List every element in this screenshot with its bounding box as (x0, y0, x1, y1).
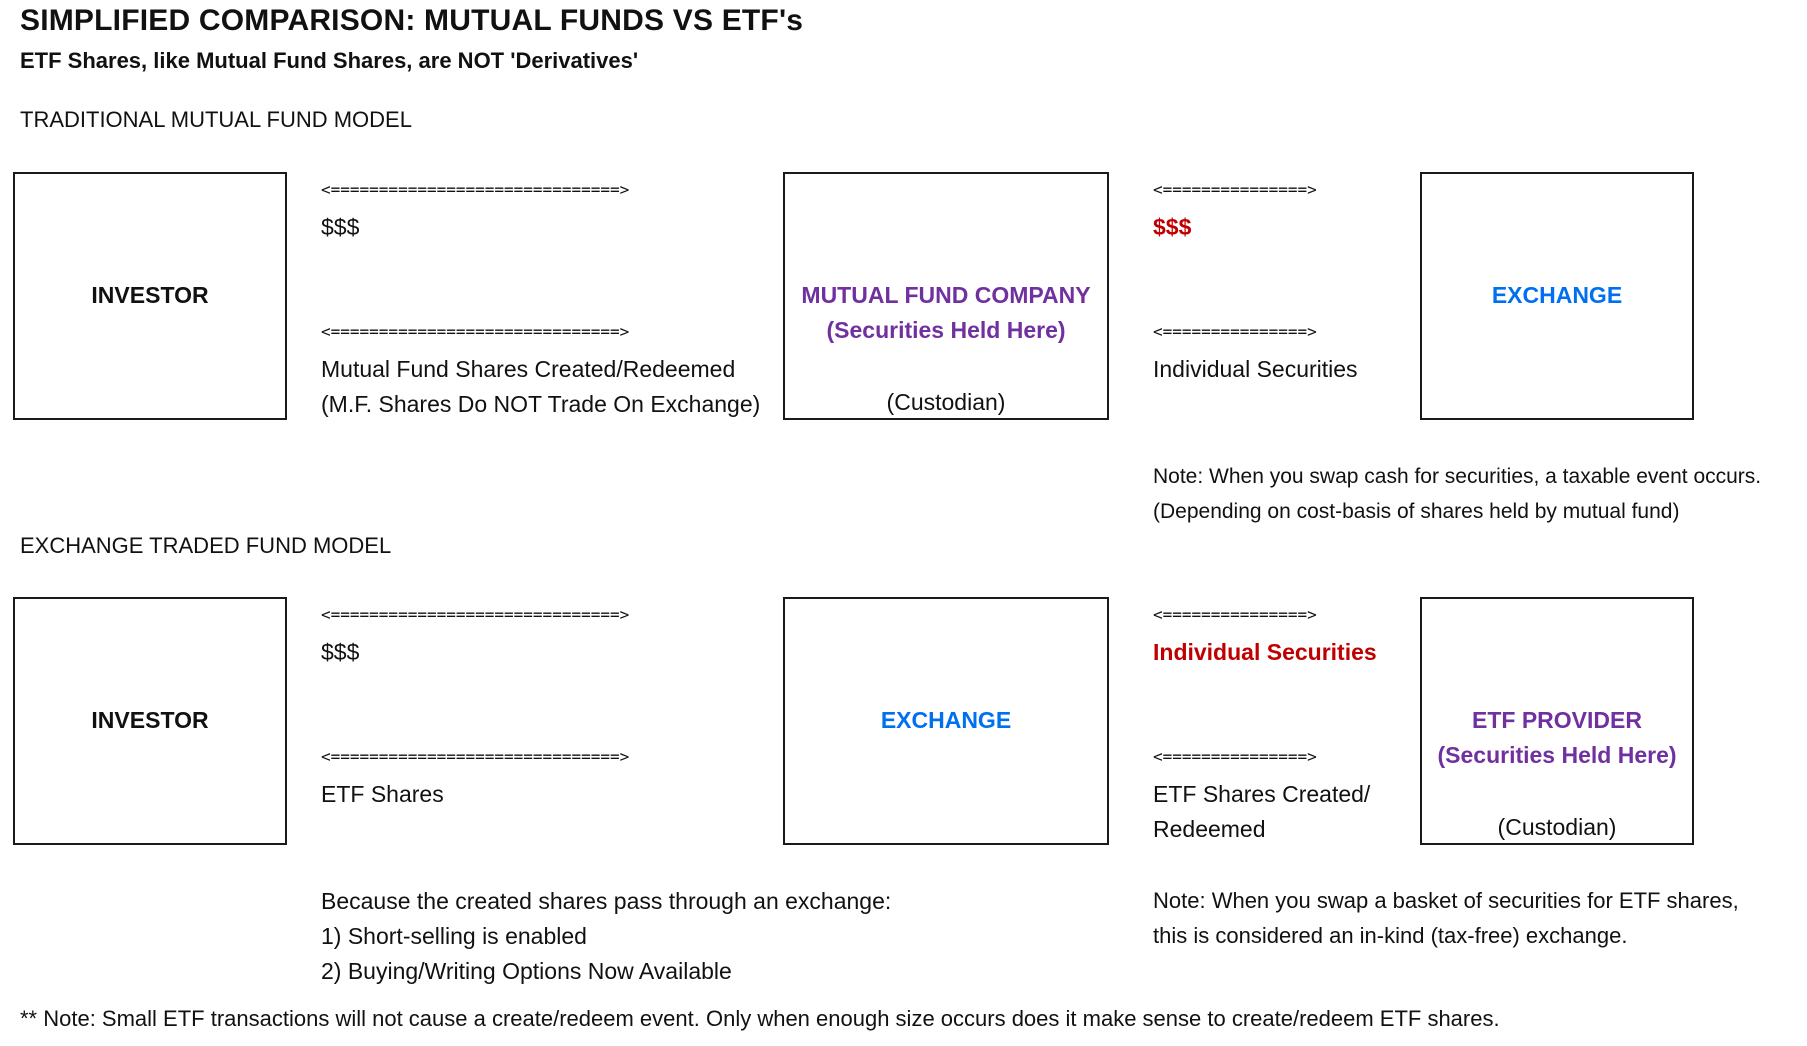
mf-right-bottom-label: Individual Securities (1153, 356, 1358, 382)
mf-investor-box (13, 172, 287, 420)
mf-company-securities-label: (Securities Held Here) (826, 317, 1066, 343)
etf-left-top-arrow: <==============================> (321, 605, 630, 624)
mutual-fund-model-heading: TRADITIONAL MUTUAL FUND MODEL (20, 107, 412, 132)
mf-left-bottom-label-2: (M.F. Shares Do NOT Trade On Exchange) (321, 391, 761, 417)
etf-tax-note-line-2: this is considered an in-kind (tax-free) exchange. (1153, 923, 1628, 948)
etf-left-top-label: $$$ (321, 639, 360, 665)
etf-provider-securities-label: (Securities Held Here) (1437, 742, 1677, 768)
mf-exchange-label: EXCHANGE (1491, 282, 1623, 308)
mf-right-bottom-arrow: <===============> (1153, 322, 1317, 341)
etf-investor-label: INVESTOR (91, 707, 209, 733)
etf-because-line-2: 1) Short-selling is enabled (321, 923, 587, 949)
mf-tax-note-line-2: (Depending on cost-basis of shares held by mutual fund) (1153, 500, 1680, 523)
etf-tax-note-line-1: Note: When you swap a basket of securities for ETF shares, (1153, 888, 1739, 913)
etf-left-bottom-label: ETF Shares (321, 781, 444, 807)
footer-note: ** Note: Small ETF transactions will not cause a create/redeem event. Only when enough size occurs does it make sense to create/redeem ETF shares. (20, 1006, 1500, 1031)
etf-exchange-box (783, 597, 1109, 845)
etf-right-top-arrow: <===============> (1153, 605, 1317, 624)
etf-investor-box (13, 597, 287, 845)
mf-right-top-arrow: <===============> (1153, 180, 1317, 199)
mf-left-top-label: $$$ (321, 214, 360, 240)
etf-because-line-3: 2) Buying/Writing Options Now Available (321, 958, 732, 984)
mf-company-box (783, 172, 1109, 420)
page-title: SIMPLIFIED COMPARISON: MUTUAL FUNDS VS ETF's (20, 4, 804, 37)
etf-because-line-1: Because the created shares pass through an exchange: (321, 888, 892, 914)
etf-right-top-label: Individual Securities (1153, 639, 1377, 665)
mf-tax-note-line-1: Note: When you swap cash for securities, a taxable event occurs. (1153, 465, 1762, 488)
etf-right-bottom-label-1: ETF Shares Created/ (1153, 781, 1371, 807)
mf-investor-label: INVESTOR (91, 282, 209, 308)
mf-left-top-arrow: <==============================> (321, 180, 630, 199)
etf-provider-custodian-label: (Custodian) (1497, 814, 1617, 840)
etf-model-heading: EXCHANGE TRADED FUND MODEL (20, 533, 392, 558)
mf-left-bottom-arrow: <==============================> (321, 322, 630, 341)
etf-right-bottom-label-2: Redeemed (1153, 816, 1266, 842)
mf-left-bottom-label-1: Mutual Fund Shares Created/Redeemed (321, 356, 736, 382)
etf-right-bottom-arrow: <===============> (1153, 747, 1317, 766)
mf-right-top-label: $$$ (1153, 214, 1192, 240)
mf-company-label: MUTUAL FUND COMPANY (801, 282, 1091, 308)
mf-exchange-box (1420, 172, 1694, 420)
etf-provider-label: ETF PROVIDER (1472, 707, 1642, 733)
etf-provider-box (1420, 597, 1694, 845)
etf-exchange-label: EXCHANGE (880, 707, 1012, 733)
mf-company-custodian-label: (Custodian) (886, 389, 1006, 415)
etf-left-bottom-arrow: <==============================> (321, 747, 630, 766)
page-subtitle: ETF Shares, like Mutual Fund Shares, are NOT 'Derivatives' (20, 48, 639, 73)
